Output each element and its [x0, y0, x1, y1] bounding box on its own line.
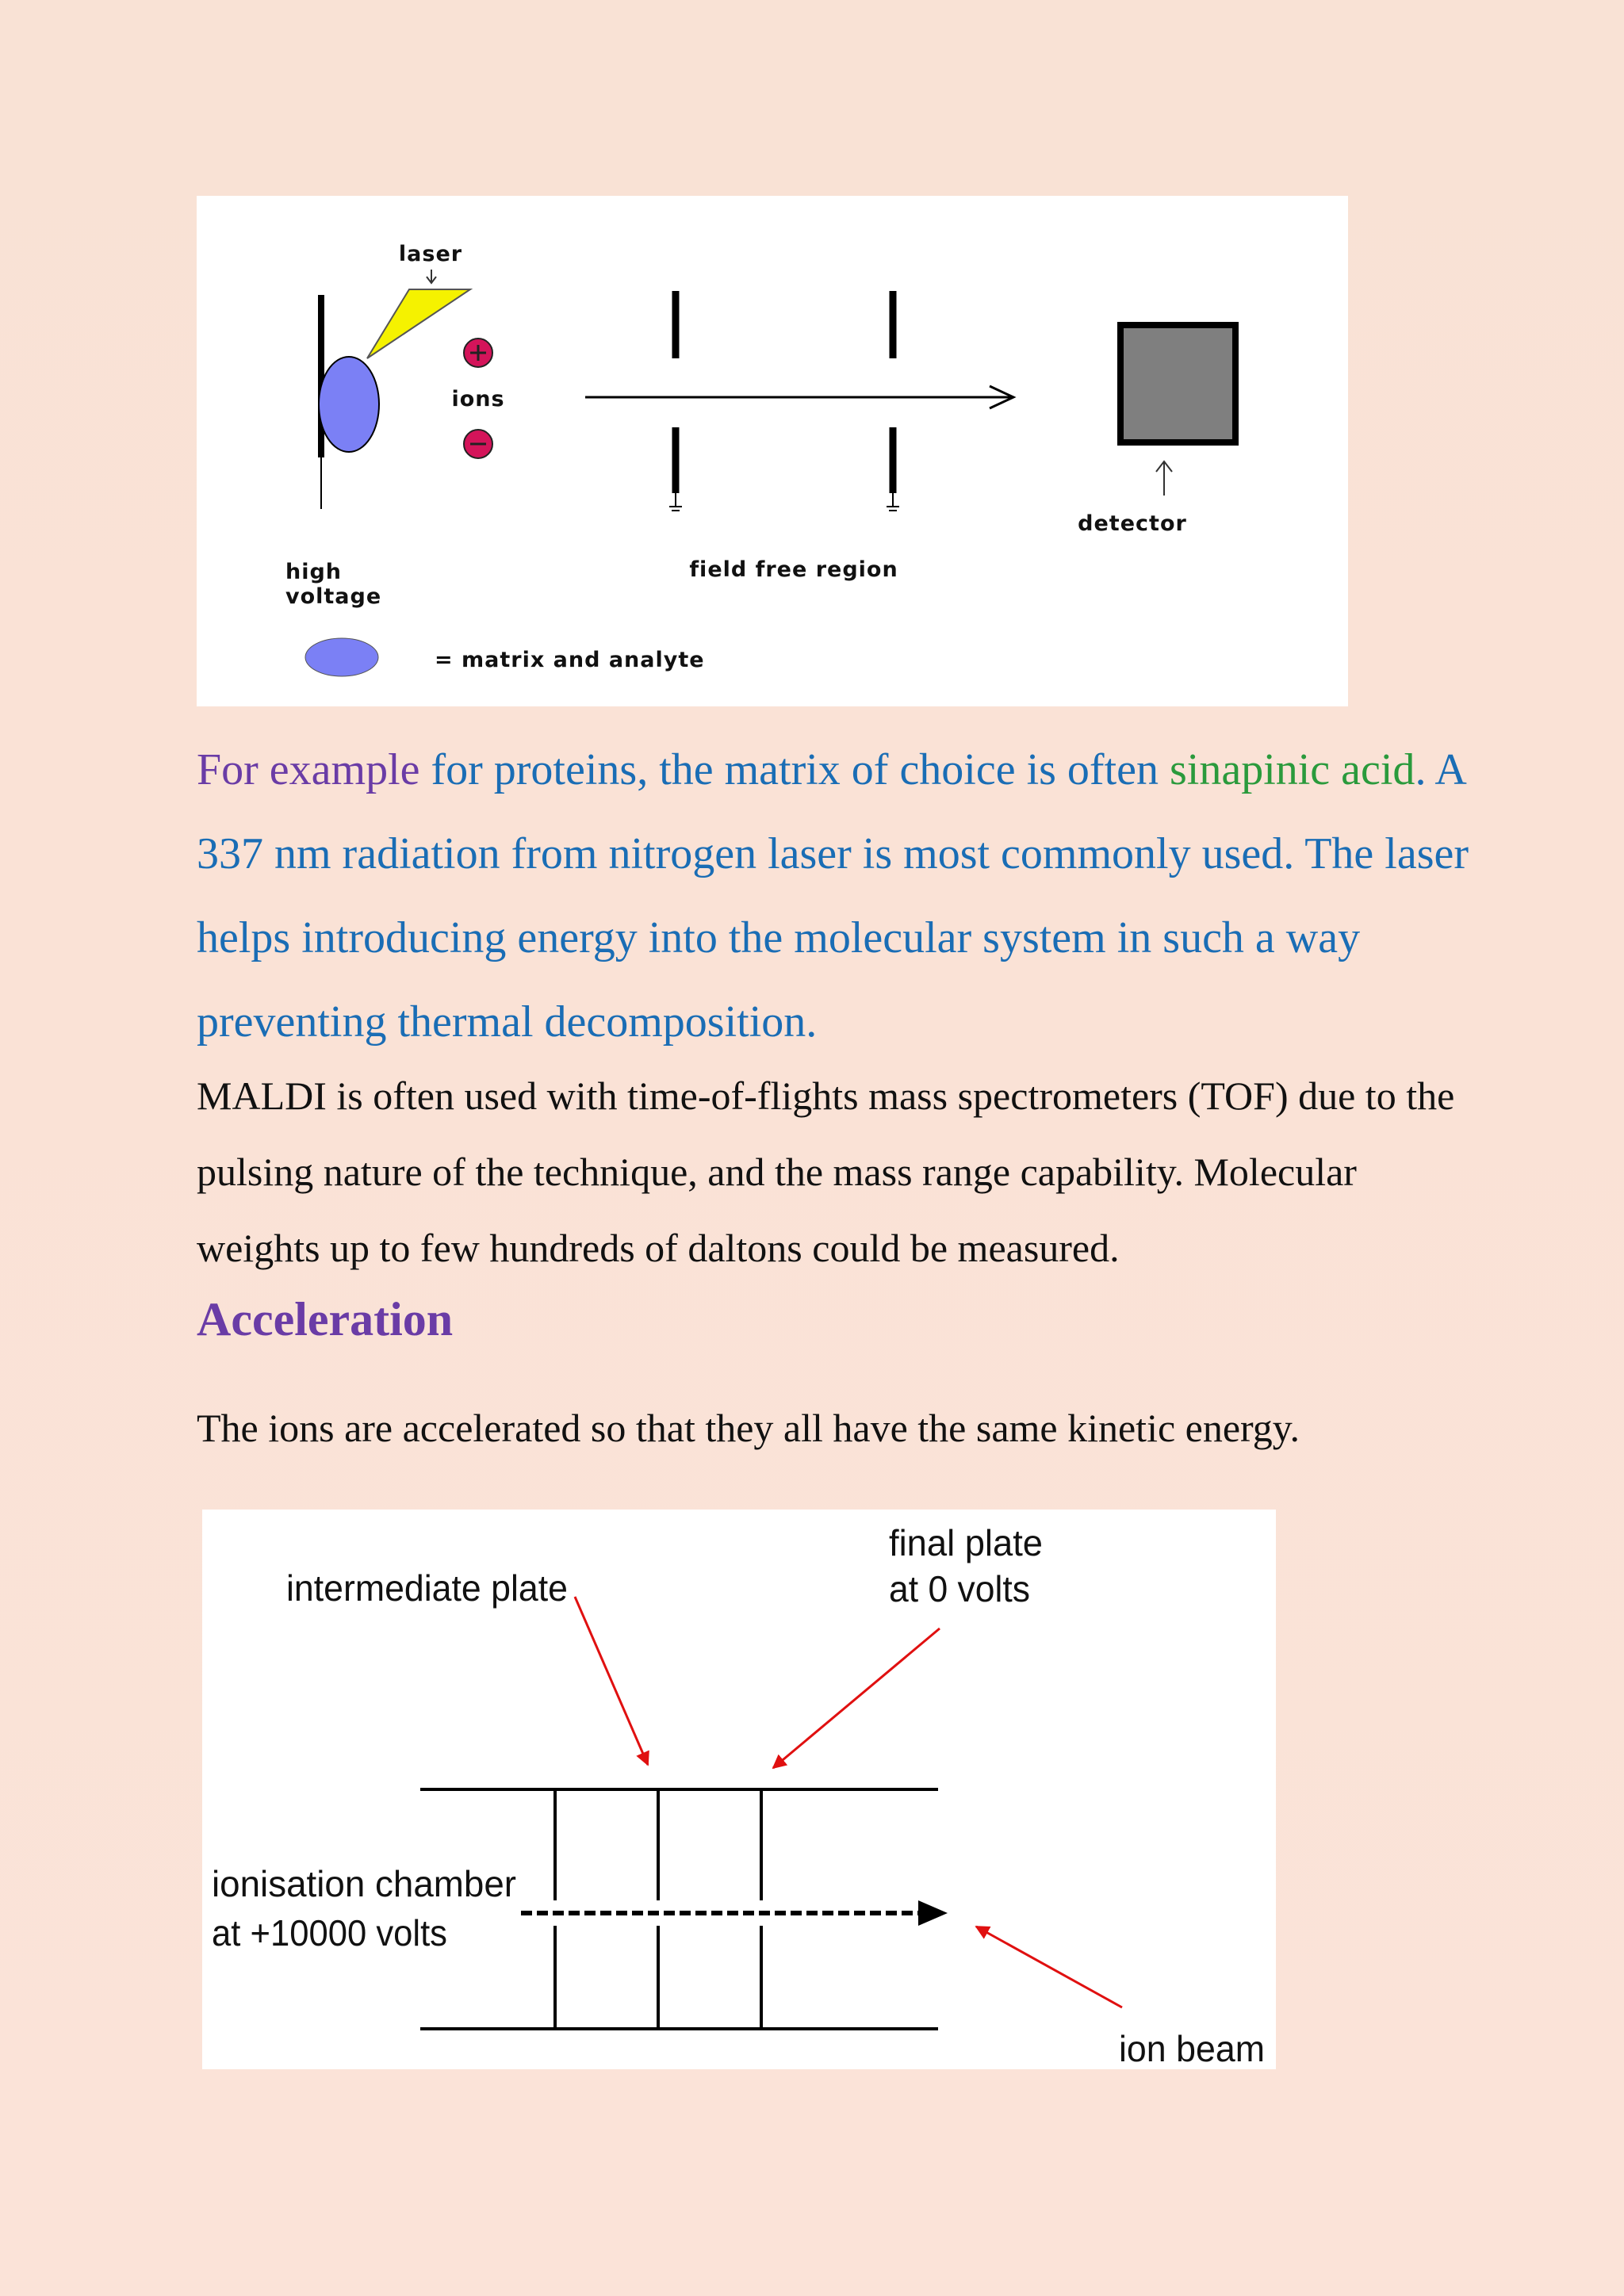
maldi-tof-diagram-svg [197, 196, 1348, 706]
acceleration-sentence: The ions are accelerated so that they all have the same kinetic energy. [197, 1406, 1300, 1450]
detector [1120, 325, 1235, 442]
acceleration-diagram-svg [202, 1510, 1276, 2069]
paragraph-lead: For example [197, 745, 431, 794]
laser-beam [367, 289, 470, 358]
legend-matrix-symbol [305, 638, 378, 676]
field-free-region-label: field free region [689, 557, 898, 582]
ion-beam-pointer [976, 1927, 1122, 2007]
high-voltage-label: high [285, 560, 343, 584]
final-plate-pointer [773, 1628, 940, 1768]
intermediate-plate-label: intermediate plate [286, 1567, 568, 1609]
ionisation-voltage-label: at +10000 volts [212, 1912, 447, 1954]
ion-beam-label: ion beam [1119, 2028, 1265, 2069]
laser-label: laser [398, 242, 463, 266]
legend-label: = matrix and analyte [435, 648, 705, 672]
maldi-tof-paragraph: MALDI is often used with time-of-flights mass spectrometers (TOF) due to the pulsing nature of the technique, and the mass range capability. Molecular weights up to few hundreds of daltons could be measured. [197, 1073, 1455, 1270]
matrix-analyte-spot [319, 357, 379, 452]
ions-label: ions [451, 387, 505, 411]
matrix-name: sinapinic acid [1169, 745, 1415, 794]
matrix-paragraph [197, 728, 1481, 1064]
intermediate-plate-pointer [575, 1597, 648, 1765]
maldi-tof-diagram [197, 196, 1348, 706]
section-heading: Acceleration [197, 1293, 454, 1345]
detector-label: detector [1078, 511, 1187, 536]
final-plate-voltage-label: at 0 volts [889, 1568, 1030, 1609]
paragraph-text-rest: . A 337 nm radiation from nitrogen laser is most commonly used. The laser helps introducing energy into the molecular system in such a way preventing thermal decomposition. [197, 745, 1469, 1047]
paragraph-text: for proteins, the matrix of choice is often [431, 745, 1170, 794]
ionisation-chamber-label: ionisation chamber [212, 1863, 516, 1904]
final-plate-label: final plate [889, 1522, 1043, 1563]
acceleration-diagram [202, 1510, 1276, 2069]
high-voltage-label-line2: voltage [285, 584, 382, 609]
